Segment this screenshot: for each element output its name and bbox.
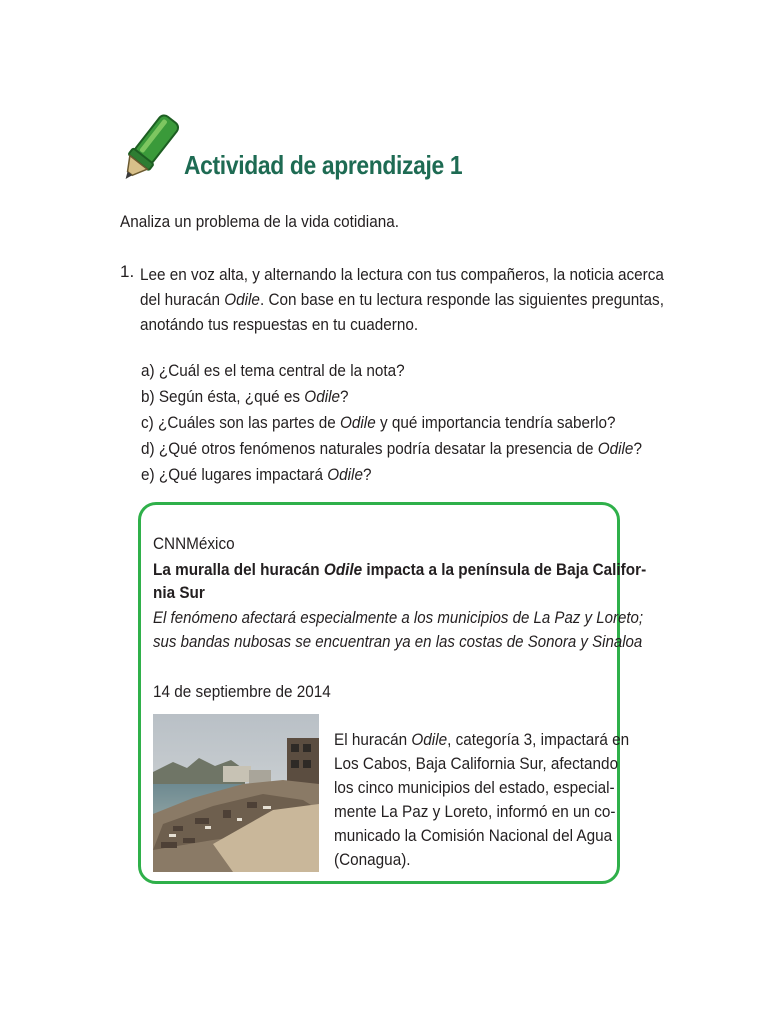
- sub-question-d: [141, 436, 642, 462]
- sub-question-list: [141, 358, 642, 488]
- news-body: [334, 728, 630, 872]
- sub-question-text: a) ¿Cuál es el tema central de la nota?: [141, 361, 405, 380]
- hurricane-damage-photo: [153, 714, 319, 872]
- sub-question-text: b) Según ésta, ¿qué es: [141, 387, 305, 406]
- body-line-6: (Conagua).: [334, 850, 411, 869]
- news-date: 14 de septiembre de 2014: [153, 682, 331, 701]
- sub-question-text-end: ?: [633, 439, 642, 458]
- question-line-2: [140, 287, 664, 312]
- sub-question-e: [141, 462, 642, 488]
- question-line-1: Lee en voz alta, y alternando la lectura con tus compañeros, la noticia acerca: [140, 265, 664, 284]
- sub-question-text-end: ?: [340, 387, 349, 406]
- question-line-2-start: del huracán: [140, 290, 220, 309]
- body-line-1: [334, 728, 630, 752]
- marker-icon: [116, 110, 182, 188]
- subheadline-line-2: sus bandas nubosas se encuentran ya en las costas de Sonora y Sinaloa: [153, 632, 643, 651]
- subheadline-line-1: El fenómeno afectará especialmente a los municipios de La Paz y Loreto;: [153, 608, 644, 627]
- headline-line-2: nia Sur: [153, 583, 205, 602]
- hurricane-name: Odile: [339, 413, 376, 432]
- question-line-3: anotándo tus respuestas en tu cuaderno.: [140, 315, 419, 334]
- body-line-3: los cinco municipios del estado, especial-: [334, 778, 615, 797]
- sub-question-text-end: ?: [362, 465, 372, 484]
- news-headline: [153, 558, 647, 604]
- hurricane-name: Odile: [304, 387, 341, 406]
- body-line-2: Los Cabos, Baja California Sur, afectando: [334, 754, 619, 773]
- body-line-1-start: El huracán: [334, 730, 412, 749]
- body-line-1-end: , categoría 3, impactará en: [447, 730, 630, 749]
- intro-text: Analiza un problema de la vida cotidiana.: [120, 212, 399, 231]
- question-line-2-end: . Con base en tu lectura responde las siguientes preguntas,: [259, 290, 664, 309]
- sub-question-text-end: y qué importancia tendría saberlo?: [375, 413, 616, 432]
- body-line-5: municado la Comisión Nacional del Agua: [334, 826, 613, 845]
- body-line-4: mente La Paz y Loreto, informó en un co-: [334, 802, 616, 821]
- hurricane-name: Odile: [597, 439, 634, 458]
- hurricane-name: Odile: [411, 730, 448, 749]
- sub-question-b: [141, 384, 642, 410]
- sub-question-text: c) ¿Cuáles son las partes de: [141, 413, 340, 432]
- hurricane-name: Odile: [224, 290, 260, 309]
- sub-question-text: d) ¿Qué otros fenómenos naturales podría desatar la presencia de: [141, 439, 598, 458]
- sub-question-a: [141, 358, 642, 384]
- headline-start: La muralla del huracán: [153, 560, 324, 579]
- question-text: [140, 262, 664, 337]
- hurricane-name: Odile: [327, 465, 363, 484]
- headline-line-1: [153, 558, 647, 581]
- news-subheadline: [153, 606, 644, 654]
- news-source: CNNMéxico: [153, 534, 235, 553]
- sub-question-text: e) ¿Qué lugares impactará: [141, 465, 328, 484]
- headline-end: impacta a la península de Baja Califor-: [362, 560, 647, 579]
- question-number: 1.: [120, 262, 135, 281]
- hurricane-name: Odile: [323, 560, 363, 579]
- activity-title: Actividad de aprendizaje 1: [184, 150, 463, 180]
- sub-question-c: [141, 410, 642, 436]
